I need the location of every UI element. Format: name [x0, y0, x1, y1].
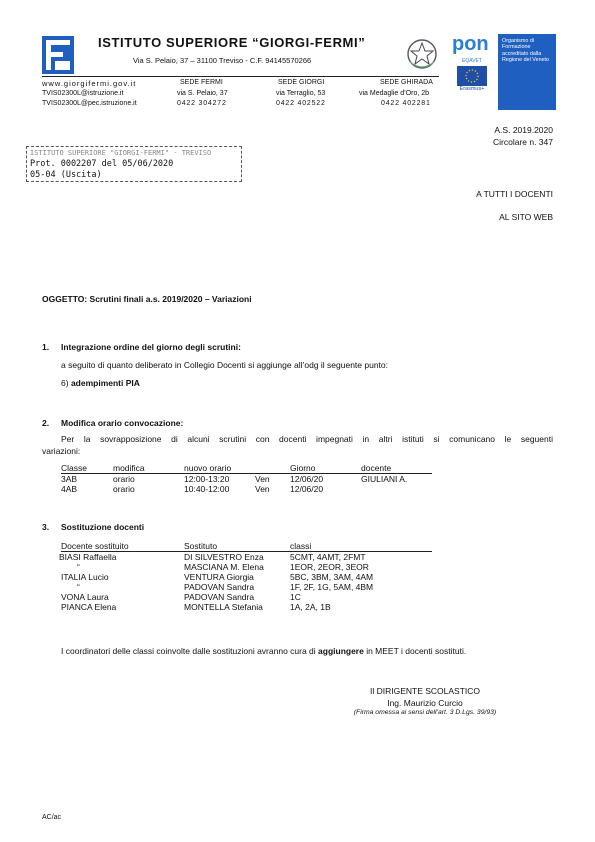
cell-sostituto: PADOVAN Sandra	[184, 592, 255, 602]
section2-title: Modifica orario convocazione:	[61, 418, 184, 428]
region-accreditation-badge	[498, 34, 556, 110]
cell-classi: 5CMT, 4AMT, 2FMT	[290, 552, 366, 562]
cell-sostituito: PIANCA Elena	[61, 602, 117, 612]
cell-sostituito: ITALIA Lucio	[61, 572, 109, 582]
header-divider	[42, 76, 439, 77]
table-row	[61, 562, 432, 572]
table-row	[61, 474, 432, 485]
section1-title: Integrazione ordine del giorno degli scrutini:	[61, 342, 241, 352]
schedule-changes-table	[61, 463, 432, 494]
school-name: ISTITUTO SUPERIORE “GIORGI-FERMI”	[98, 35, 366, 50]
protocol-issuer: ISTITUTO SUPERIORE "GIORGI-FERMI" - TREVISO	[30, 149, 212, 157]
table-row	[61, 592, 432, 602]
school-email: TVIS02300L@istruzione.it	[42, 90, 124, 97]
table-row	[61, 552, 432, 563]
erasmus-label: Erasmus+	[459, 86, 485, 92]
cell-classi: 1C	[290, 592, 301, 602]
table-row	[61, 572, 432, 582]
cell-classe: 4AB	[61, 484, 78, 494]
table-row	[61, 484, 432, 494]
cell-orario: 12:00-13:20	[184, 474, 230, 484]
section1-item-text: adempimenti PIA	[70, 378, 140, 388]
sede-fermi-title: SEDE FERMI	[180, 79, 223, 86]
closing-text-bold: aggiungere	[318, 646, 364, 656]
section2-text-line2: variazioni:	[42, 446, 81, 456]
cell-docente: GIULIANI A.	[361, 474, 408, 484]
cell-modifica: orario	[113, 474, 135, 484]
cell-sostituto: MASCIANA M. Elena	[184, 562, 264, 572]
cell-sostituto: VENTURA Giorgia	[184, 572, 254, 582]
section1-text: a seguito di quanto deliberato in Collegio Docenti si aggiunge all’odg il seguente punto:	[61, 360, 389, 370]
closing-text-after: in MEET i docenti sostituti.	[363, 646, 467, 656]
col-docente-sostituito: Docente sostituito	[61, 541, 184, 552]
cell-sostituto: PADOVAN Sandra	[184, 582, 255, 592]
sede-giorgi-title: SEDE GIORGI	[278, 79, 325, 86]
school-logo	[42, 36, 74, 74]
col-weekday	[255, 463, 290, 474]
section2-text-line1: Per la sovrapposizione di alcuni scrutini con docenti impegnati in altri istituti si comunicano le seguenti	[61, 434, 553, 444]
col-giorno: Giorno	[290, 463, 361, 474]
section1-item	[61, 378, 140, 388]
sede-ghirada-title: SEDE GHIRADA	[380, 79, 433, 86]
col-modifica: modifica	[113, 463, 184, 474]
subject-line: OGGETTO: Scrutini finali a.s. 2019/2020 – Variazioni	[42, 294, 252, 304]
closing-text-before: I coordinatori delle classi coinvolte dalle sostituzioni avranno cura di	[61, 646, 319, 656]
republic-emblem-icon	[406, 36, 438, 72]
school-website: www.giorgifermi.gov.it	[42, 79, 137, 88]
cell-weekday: Ven	[255, 474, 270, 484]
cell-classi: 5BC, 3BM, 3AM, 4AM	[290, 572, 374, 582]
sede-giorgi-phone: 0422 402522	[276, 100, 326, 107]
cell-docente	[361, 484, 432, 494]
section3-title: Sostituzione docenti	[61, 522, 145, 532]
section3-number: 3.	[42, 522, 50, 532]
sede-fermi-phone: 0422 304272	[177, 100, 227, 107]
protocol-class: 05-04 (Uscita)	[30, 170, 102, 180]
cell-sostituto: DI SILVESTRO Enza	[184, 552, 264, 562]
circular-number: Circolare n. 347	[492, 137, 553, 147]
eu-flag-icon	[457, 66, 487, 86]
table-row	[61, 602, 432, 612]
recipient-teachers: A TUTTI I DOCENTI	[476, 189, 553, 199]
cell-weekday: Ven	[255, 484, 270, 494]
schedule-header-row	[61, 463, 432, 474]
school-address: Via S. Pelaio, 37 – 31100 Treviso - C.F. 94145570266	[133, 56, 312, 65]
cell-orario: 10:40-12:00	[184, 484, 230, 494]
signature-note: (Firma omessa ai sensi dell’art. 3 D.Lgs. 39/93)	[353, 709, 497, 716]
section1-item-prefix: 6)	[61, 378, 69, 388]
col-classi: classi	[290, 541, 432, 552]
cell-sostituito: “	[77, 562, 80, 572]
sede-ghirada-street: via Medaglie d’Oro, 2b	[359, 90, 430, 97]
recipient-website: AL SITO WEB	[499, 212, 553, 222]
cell-sostituito: VONA Laura	[61, 592, 109, 602]
cell-giorno: 12/06/20	[290, 484, 324, 494]
region-accreditation-text: Organismo di Formazione accreditato dalla Regione del Veneto	[502, 38, 550, 64]
sede-fermi-street: via S. Pelaio, 37	[177, 90, 228, 97]
pon-logo	[452, 34, 492, 110]
table-row	[61, 582, 432, 592]
substitutions-table	[61, 541, 432, 612]
col-docente: docente	[361, 463, 432, 474]
cell-classi: 1F, 2F, 1G, 5AM, 4BM	[290, 582, 374, 592]
closing-paragraph	[61, 646, 466, 656]
signature-name: Ing. Maurizio Curcio	[387, 698, 463, 708]
protocol-stamp	[26, 146, 242, 182]
cell-classi: 1A, 2A, 1B	[290, 602, 331, 612]
eqavet-label: EQAVET	[462, 58, 482, 64]
pon-text: pon	[452, 33, 489, 55]
section2-number: 2.	[42, 418, 50, 428]
school-pec: TVIS02300L@pec.istruzione.it	[42, 100, 137, 107]
footer-initials: AC/ac	[42, 814, 62, 821]
substitutions-header-row	[61, 541, 432, 552]
cell-giorno: 12/06/20	[290, 474, 324, 484]
school-year: A.S. 2019.2020	[494, 125, 553, 135]
sede-ghirada-phone: 0422 402281	[381, 100, 431, 107]
cell-modifica: orario	[113, 484, 135, 494]
protocol-number: Prot. 0002207 del 05/06/2020	[30, 159, 174, 169]
cell-sostituito: “	[77, 582, 80, 592]
col-nuovo-orario: nuovo orario	[184, 463, 255, 474]
sede-giorgi-street: via Terraglio, 53	[276, 90, 326, 97]
cell-classe: 3AB	[61, 474, 78, 484]
section1-number: 1.	[42, 342, 50, 352]
cell-sostituto: MONTELLA Stefania	[184, 602, 263, 612]
cell-sostituito: BIASI Raffaella	[59, 552, 117, 562]
signature-role: Il DIRIGENTE SCOLASTICO	[369, 686, 481, 696]
cell-classi: 1EOR, 2EOR, 3EOR	[290, 562, 369, 572]
col-classe: Classe	[61, 463, 113, 474]
col-sostituto: Sostituto	[184, 541, 290, 552]
